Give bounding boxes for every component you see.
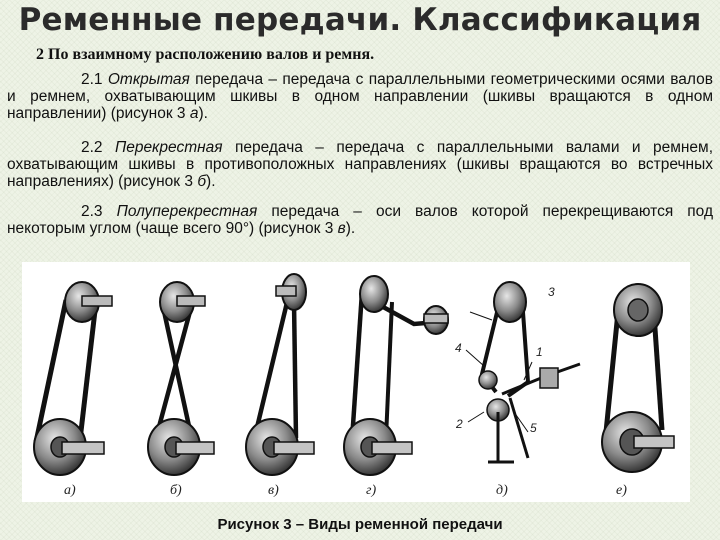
paragraph-half-crossed-drive: 2.3 Полуперекрестная передача – оси валов которой перекрещиваются под некоторым углом (чаще всего 90°) (рисунок 3 в). bbox=[7, 203, 713, 237]
paragraph-number: 2.1 bbox=[81, 71, 108, 88]
belt-drives-figure bbox=[22, 262, 690, 502]
part-number-3: 3 bbox=[548, 285, 555, 299]
drive-stepped-pulley bbox=[602, 284, 674, 472]
term: Перекрестная bbox=[114, 139, 223, 156]
slide-title: Ременные передачи. Классификация bbox=[18, 2, 702, 38]
figure-ref: а bbox=[189, 105, 199, 122]
paragraph-text: передача – передача с параллельными геометрическими осями валов и ремнем, охватывающим шкивы в одном направлении (шкивы вращаются в одном направлении) (рисунок 3 bbox=[7, 71, 713, 122]
term: Открытая bbox=[107, 71, 190, 88]
paragraph-text: передача – передача с параллельными валами и ремнем, охватывающим шкивы в противоположных направлениях (шкивы вращаются во встречных направлениях) (рисунок 3 bbox=[7, 139, 713, 190]
paragraph-number: 2.2 bbox=[81, 139, 115, 156]
part-number-4: 4 bbox=[455, 341, 462, 355]
sublabel-g: г) bbox=[366, 483, 377, 498]
part-number-1: 1 bbox=[536, 345, 543, 359]
figure-ref: б bbox=[197, 173, 207, 190]
term: Полуперекрестная bbox=[116, 203, 258, 220]
section-heading: 2 По взаимному расположению валов и ремня. bbox=[36, 46, 375, 63]
belt-drives-illustration bbox=[22, 262, 690, 502]
sublabel-d: д) bbox=[496, 483, 508, 498]
sublabel-a: а) bbox=[64, 483, 76, 498]
drive-crossed bbox=[148, 282, 214, 475]
figure-caption: Рисунок 3 – Виды ременной передачи bbox=[217, 516, 503, 533]
paragraph-number: 2.3 bbox=[81, 203, 117, 220]
figure-ref: в bbox=[337, 220, 346, 237]
drive-angular bbox=[466, 282, 580, 462]
sublabel-b: б) bbox=[170, 483, 182, 498]
paragraph-crossed-drive: 2.2 Перекрестная передача – передача с параллельными валами и ремнем, охватывающим шкивы в противоположных направлениях (шкивы вращаются во встречных направлениях) (рисунок 3 б). bbox=[7, 139, 713, 190]
sublabel-e: е) bbox=[616, 483, 627, 498]
drive-guide-rollers bbox=[344, 276, 448, 475]
paragraph-text: передача – оси валов которой перекрещиваются под некоторым углом (чаще всего 90°) (рисунок 3 bbox=[7, 203, 713, 237]
part-number-2: 2 bbox=[456, 417, 463, 431]
drive-open bbox=[34, 282, 112, 475]
part-number-5: 5 bbox=[530, 421, 537, 435]
sublabel-v: в) bbox=[268, 483, 279, 498]
paragraph-open-drive: 2.1 Открытая передача – передача с параллельными геометрическими осями валов и ремнем, охватывающим шкивы в одном направлении (шкивы вращаются в одном направлении) (рисунок 3 а). bbox=[7, 71, 713, 122]
drive-half-crossed bbox=[246, 274, 314, 475]
